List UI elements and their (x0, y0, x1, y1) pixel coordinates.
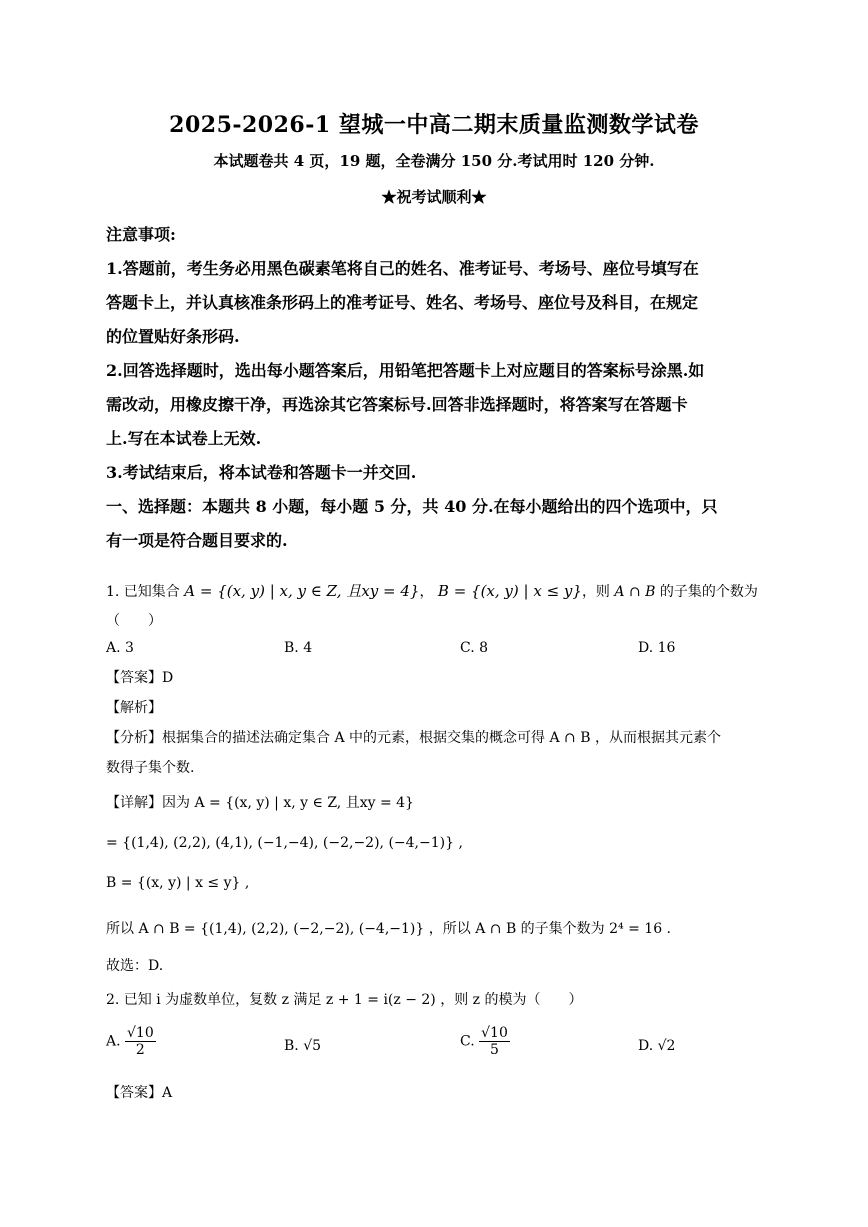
good-luck-line: ★祝考试顺利★ (381, 188, 487, 206)
q1-detail-line: 所以 A ∩ B = {(1,4), (2,2), (−2,−2), (−4,−1)} ，所以 A ∩ B 的子集个数为 2⁴ = 16 . (106, 921, 671, 937)
notice-line: 答题卡上，并认真核准条形码上的准考证号、姓名、考场号、座位号及科目，在规定 (106, 293, 699, 312)
q1-set-b: B = {(x, y) | x ≤ y} (437, 582, 582, 600)
notice-line: 上.写在本试卷上无效. (106, 429, 262, 448)
q1-detail-line: 【详解】因为 A = {(x, y) | x, y ∈ Z, 且xy = 4} (106, 795, 414, 811)
section-heading-cont: 有一项是符合题目要求的. (106, 531, 288, 550)
q1-suffix-post: 的子集的个数为 (659, 584, 758, 600)
q1-option-d: D. 16 (638, 640, 676, 656)
q1-stem-prefix: 1. 已知集合 (106, 584, 180, 600)
q1-option-a: A. 3 (106, 640, 134, 656)
q1-analysis-label: 【解析】 (106, 700, 162, 716)
q1-sep: ， (419, 584, 434, 600)
q1-answer: 【答案】D (106, 670, 174, 686)
q1-detail-line: B = {(x, y) | x ≤ y} , (106, 875, 250, 891)
q2-option-a-denominator: 2 (135, 1042, 145, 1058)
notice-line: 的位置贴好条形码. (106, 327, 240, 346)
q2-option-c-fraction (479, 1025, 510, 1058)
exam-title: 2025-2026-1 望城一中高二期末质量监测数学试卷 (169, 112, 699, 138)
q1-stem (106, 580, 758, 601)
q2-option-c-label: C. (460, 1033, 475, 1050)
q2-stem: 2. 已知 i 为虚数单位，复数 z 满足 z + 1 = i(z − 2) ，则 z 的模为（ ） (106, 992, 583, 1008)
notice-line: 1.答题前，考生务必用黑色碳素笔将自己的姓名、准考证号、考场号、座位号填写在 (106, 259, 699, 278)
q1-option-c: C. 8 (460, 640, 489, 656)
q2-option-b: B. √5 (284, 1038, 322, 1054)
q1-fenxi-line: 【分析】根据集合的描述法确定集合 A 中的元素，根据交集的概念可得 A ∩ B ，从而根据其元素个 (106, 730, 721, 746)
q1-expr: A ∩ B (614, 584, 656, 600)
q1-suffix-pre: ，则 (581, 584, 610, 600)
q1-fenxi-line: 数得子集个数. (106, 760, 195, 776)
q1-set-a: A = {(x, y) | x, y ∈ Z, 且xy = 4} (184, 582, 420, 600)
q2-option-a-label: A. (106, 1033, 121, 1050)
q2-option-c-numerator: √10 (481, 1025, 508, 1041)
q2-option-d: D. √2 (638, 1038, 676, 1054)
q2-option-c (460, 1025, 510, 1058)
q2-option-a (106, 1025, 156, 1058)
notice-line: 3.考试结束后，将本试卷和答题卡一并交回. (106, 463, 417, 482)
notice-line: 2.回答选择题时，选出每小题答案后，用铅笔把答题卡上对应题目的答案标号涂黑.如 (106, 361, 705, 380)
exam-subtitle: 本试题卷共 4 页，19 题，全卷满分 150 分.考试用时 120 分钟. (213, 152, 655, 170)
q1-option-b: B. 4 (284, 640, 313, 656)
q2-option-a-fraction (125, 1025, 156, 1058)
q2-option-c-denominator: 5 (490, 1042, 499, 1058)
notice-heading: 注意事项: (106, 225, 176, 244)
q2-answer: 【答案】A (106, 1085, 173, 1101)
q2-option-a-numerator: √10 (127, 1025, 154, 1041)
q1-paren: （ ） (106, 613, 162, 629)
section-heading: 一、选择题：本题共 8 小题，每小题 5 分，共 40 分.在每小题给出的四个选项中，只 (106, 497, 718, 516)
q1-conclusion: 故选：D. (106, 958, 164, 974)
notice-line: 需改动，用橡皮擦干净，再选涂其它答案标号.回答非选择题时，将答案写在答题卡 (106, 395, 688, 414)
q1-detail-line: = {(1,4), (2,2), (4,1), (−1,−4), (−2,−2), (−4,−1)} , (106, 835, 463, 851)
